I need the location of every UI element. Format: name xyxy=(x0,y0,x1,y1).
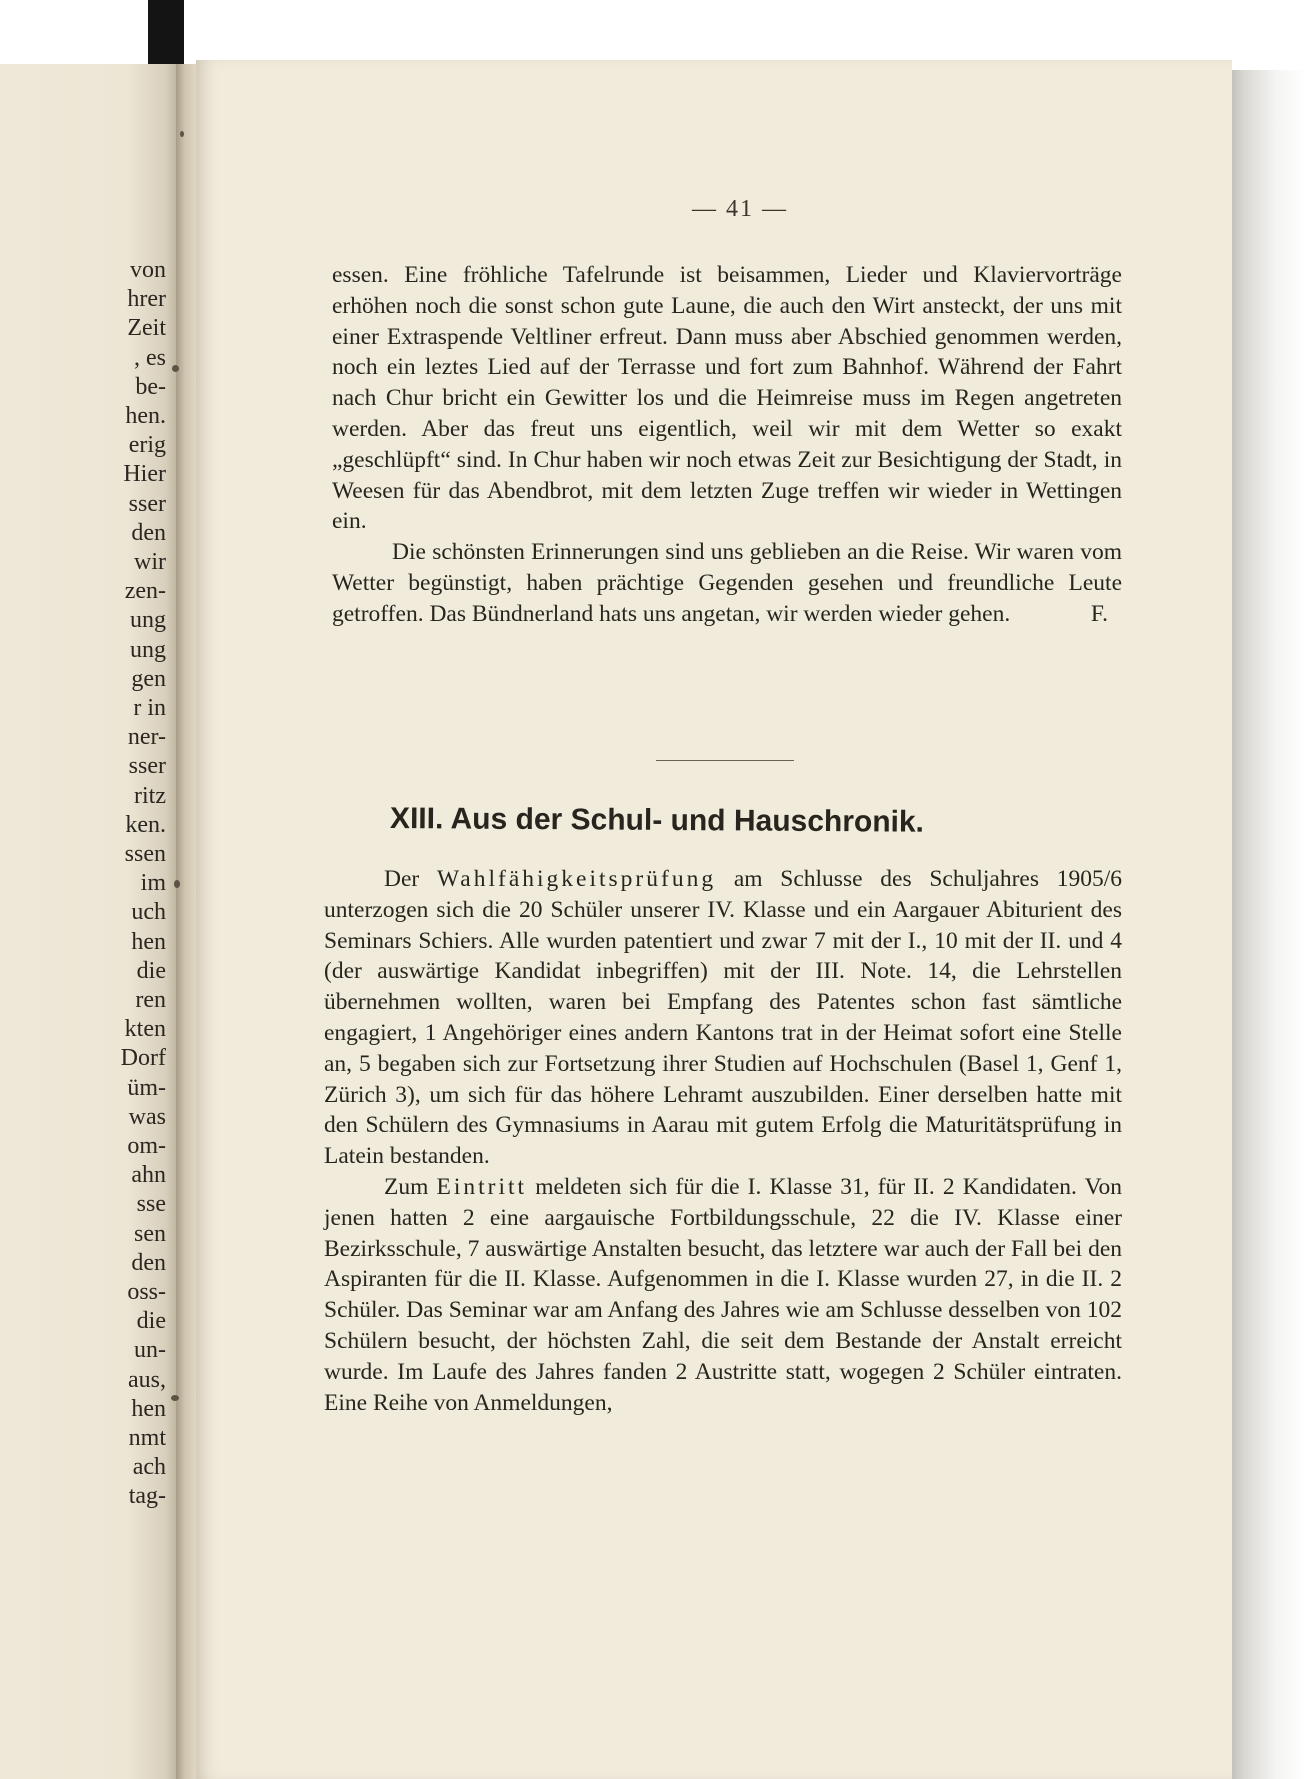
emphasized-term: Eintritt xyxy=(436,1173,528,1200)
left-page-fragment: nmt xyxy=(128,1425,166,1451)
left-page-fragment: hen. xyxy=(125,403,166,429)
text-block-bottom xyxy=(324,864,1122,1418)
left-page-fragment: ritz xyxy=(134,782,166,809)
left-page-fragment: kten xyxy=(124,1016,166,1043)
section-heading: XIII. Aus der Schul- und Hauschronik. xyxy=(389,802,925,839)
left-page-fragment: uch xyxy=(131,899,166,926)
paragraph-lead: Der xyxy=(384,866,420,892)
right-margin xyxy=(1228,70,1307,1779)
page-number: — 41 — xyxy=(692,196,788,222)
text-block-top xyxy=(332,260,1122,630)
left-page-fragment: hen xyxy=(131,1395,166,1422)
left-page-fragment: aus, xyxy=(128,1366,166,1393)
paragraph-text: Die schönsten Erinnerungen sind uns geblieben an die Reise. Wir waren vom Wetter begünstigt, haben prächtige Gegenden gesehen und freundliche Leute getroffen. Das Bündnerland hats uns angetan, wir werden wieder gehen. xyxy=(332,539,1122,627)
left-page-fragment: sser xyxy=(128,753,166,780)
left-page-fragment: ung xyxy=(130,636,166,663)
left-page-fragment: Hier xyxy=(123,461,166,488)
binding-mark xyxy=(180,131,184,137)
binding-mark xyxy=(171,1395,179,1401)
emphasized-term: Wahlfähigkeitsprüfung xyxy=(436,866,717,892)
left-page-fragment: om- xyxy=(127,1133,166,1159)
binding-mark xyxy=(174,880,180,888)
left-page-fragment: sen xyxy=(134,1220,166,1247)
left-page-fragment: den xyxy=(131,519,166,546)
left-page-fragment: , es xyxy=(134,344,166,371)
left-page-fragment: un- xyxy=(134,1337,166,1364)
left-page-fragment: ung xyxy=(130,607,166,634)
left-page-fragment: gen xyxy=(131,665,166,692)
left-page-fragment: was xyxy=(128,1103,166,1130)
section-divider xyxy=(656,760,794,761)
left-page-fragment: zen- xyxy=(124,578,166,605)
left-page-fragment: r in xyxy=(133,695,166,721)
paragraph: essen. Eine fröhliche Tafelrunde ist beisammen, Lieder und Klaviervorträge erhöhen noch die sonst schon gute Laune, die auch den Wirt ansteckt, der uns mit einer Extraspende Veltliner erfreut. Dann muss aber Abschied genommen werden, noch ein leztes Lied auf der Terrasse und fort zum Bahnhof. Während der Fahrt nach Chur bricht ein Gewitter los und die Heimreise muss im Regen angetreten werden. Aber das freut uns eigentlich, weil wir mit dem Wetter so exakt „geschlüpft“ sind. In Chur haben wir noch etwas Zeit zur Besichtigung der Stadt, in Weesen für das Abendbrot, mit dem letzten Zuge treffen wir wieder in Wettingen ein. xyxy=(332,262,1122,535)
left-page-fragment: be- xyxy=(135,373,166,400)
left-page-fragment: ner- xyxy=(127,724,166,751)
paragraph xyxy=(324,864,1122,1172)
left-page-fragment: die xyxy=(136,1308,166,1335)
left-page-fragment: von xyxy=(130,257,166,283)
left-page-fragment: hrer xyxy=(127,286,166,313)
left-page-fragment: sse xyxy=(136,1191,166,1218)
scan-edge-bar xyxy=(148,0,184,64)
left-page-fragment: Dorf xyxy=(120,1045,166,1072)
left-page-fragment: ken. xyxy=(125,811,166,838)
paragraph-text: meldeten sich für die I. Klasse 31, für II. 2 Kandidaten. Von jenen hatten 2 eine aargauische Fortbildungsschule, 22 die IV. Klasse einer Bezirksschule, 7 auswärtige Anstalten besucht, das letztere war auch der Fall bei den Aspiranten für die II. Klasse. Aufgenommen in die I. Klasse wurden 27, in die II. 2 Schüler. Das Seminar war am Anfang des Jahres wie am Schlusse desselben von 102 Schülern besucht, der höchsten Zahl, die seit dem Bestande der Anstalt erreicht wurde. Im Laufe des Jahres fanden 2 Austritte statt, wogegen 2 Schüler eintraten. Eine Reihe von Anmeldungen, xyxy=(324,1173,1123,1416)
left-page-fragment: wir xyxy=(134,549,166,575)
left-page-fragment: ach xyxy=(132,1454,166,1481)
paragraph xyxy=(332,537,1122,629)
paragraph-lead: Zum xyxy=(384,1173,429,1200)
left-page-fragment: ahn xyxy=(131,1162,166,1189)
left-page-fragment: die xyxy=(136,957,166,984)
paragraph xyxy=(324,1172,1122,1418)
left-page-fragment: oss- xyxy=(127,1279,166,1305)
left-page-edge xyxy=(0,64,180,1779)
left-page-fragment: erig xyxy=(128,432,166,459)
left-page-fragment: hen xyxy=(131,928,166,955)
left-page-fragment: ssen xyxy=(124,841,166,867)
left-page-fragment: sser xyxy=(128,490,166,517)
paragraph-text: am Schlusse des Schuljahres 1905/6 unterzogen sich die 20 Schüler unserer IV. Klasse und ein Aargauer Abiturient des Seminars Schiers. Alle wurden patentiert und zwar 7 mit der I., 10 mit der II. und 4 (der auswärtige Kandidat inbegriffen) mit der III. Note. 14, die Lehrstellen übernehmen wollten, waren bei Empfang des Patentes schon fast sämtliche engagiert, 1 Angehöriger eines andern Kantons trat in der Heimat sofort eine Stelle an, 5 begaben sich zur Fortsetzung ihrer Studien auf Hochschulen (Basel 1, Genf 1, Zürich 3), um sich für das höhere Lehramt auszubilden. Einer derselben hatte mit den Schülern des Gymnasiums in Aarau mit gutem Erfolg die Maturitätsprüfung in Latein bestanden. xyxy=(324,866,1123,1170)
author-signature: F. xyxy=(1090,600,1108,627)
left-page-fragment: den xyxy=(131,1249,166,1276)
left-page-fragment: im xyxy=(140,870,166,897)
left-page-text-fragments xyxy=(0,64,180,1779)
left-page-fragment: Zeit xyxy=(127,315,166,342)
left-page-fragment: üm- xyxy=(127,1074,166,1101)
binding-mark xyxy=(172,365,179,372)
left-page-fragment: ren xyxy=(135,987,166,1013)
left-page-fragment: tag- xyxy=(128,1483,166,1510)
